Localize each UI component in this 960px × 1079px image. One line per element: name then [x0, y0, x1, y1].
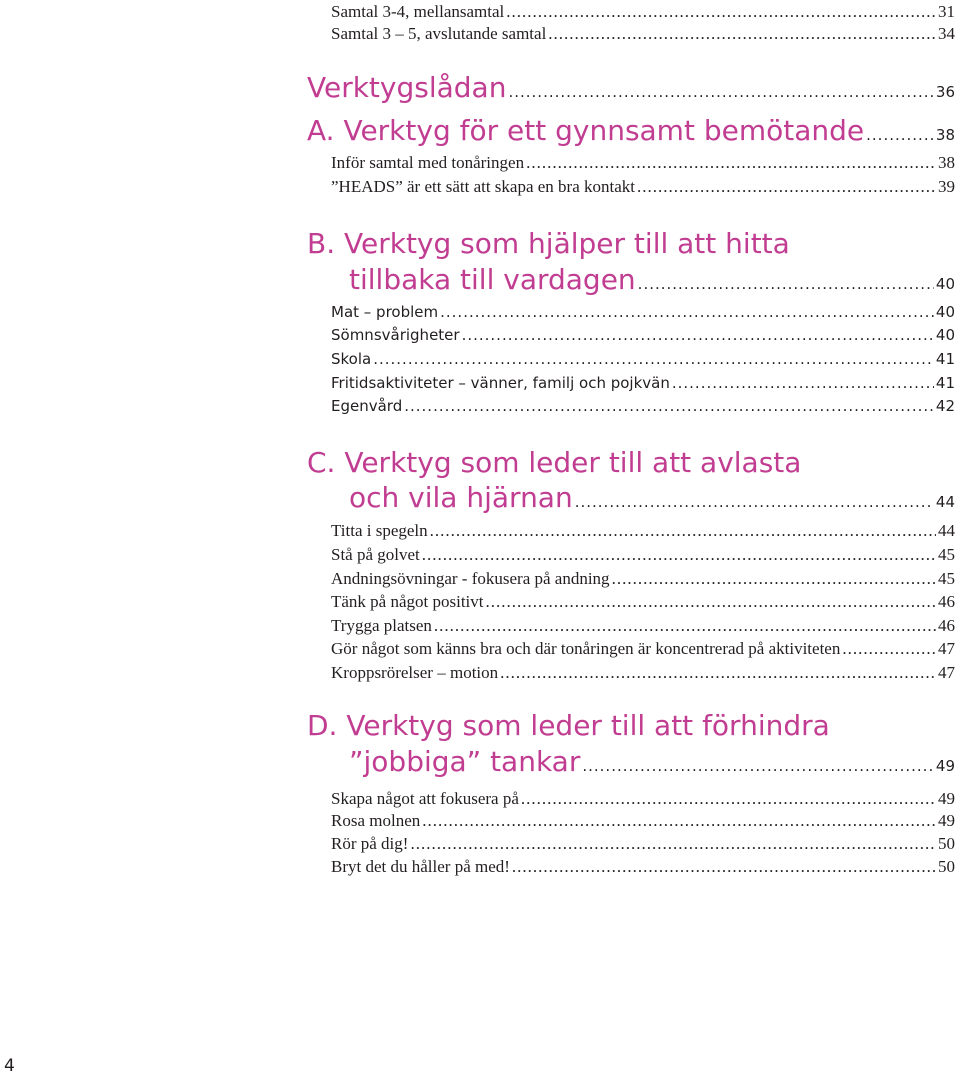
toc-heading-page: 38 — [935, 126, 955, 144]
toc-entry-label: Fritidsaktiviteter – vänner, familj och pojkvän — [331, 374, 670, 392]
dot-leader — [506, 2, 936, 22]
toc-entry-label: Skola — [331, 350, 372, 368]
dot-leader — [422, 545, 936, 565]
dot-leader — [842, 639, 936, 659]
toc-heading-section-a[interactable] — [307, 114, 955, 147]
dot-leader — [462, 326, 934, 344]
toc-entry-label: Trygga platsen — [331, 616, 432, 635]
dot-leader — [637, 177, 936, 197]
toc-heading-label: A. Verktyg för ett gynnsamt bemötande — [307, 114, 865, 147]
page-number: 4 — [4, 1056, 15, 1076]
toc-entry[interactable] — [331, 326, 955, 344]
toc-entry-label: Skapa något att fokusera på — [331, 789, 519, 808]
toc-heading-page: 49 — [935, 757, 955, 775]
toc-entry-label: Samtal 3-4, mellansamtal — [331, 2, 505, 21]
toc-entry-page: 44 — [938, 521, 955, 540]
dot-leader — [404, 397, 934, 415]
dot-leader — [582, 757, 934, 775]
dot-leader — [575, 493, 934, 511]
toc-entry-label: Sömnsvårigheter — [331, 326, 460, 344]
dot-leader — [508, 83, 933, 101]
dot-leader — [638, 275, 934, 293]
toc-entry[interactable] — [331, 397, 955, 415]
toc-entry-label: Samtal 3 – 5, avslutande samtal — [331, 24, 547, 43]
toc-entry-page: 47 — [938, 663, 955, 682]
toc-entry-page: 41 — [935, 350, 955, 368]
dot-leader — [548, 24, 936, 44]
toc-entry-label: Egenvård — [331, 397, 403, 415]
toc-heading-label: tillbaka till vardagen — [349, 263, 636, 296]
dot-leader — [422, 811, 936, 831]
toc-entry-page: 42 — [935, 397, 955, 415]
toc-entry-label: Titta i spegeln — [331, 521, 428, 540]
toc-heading-label: ”jobbiga” tankar — [349, 745, 581, 778]
toc-entry[interactable] — [331, 789, 955, 809]
toc-entry-page: 47 — [938, 639, 955, 658]
toc-entry-label: Inför samtal med tonåringen — [331, 153, 525, 172]
toc-entry-page: 49 — [938, 811, 955, 830]
toc-entry[interactable] — [331, 521, 955, 541]
toc-entry[interactable] — [331, 663, 955, 683]
toc-entry[interactable] — [331, 24, 955, 44]
dot-leader — [486, 592, 936, 612]
toc-entry-page: 34 — [938, 24, 955, 43]
toc-entry-label: Andningsövningar - fokusera på andning — [331, 569, 610, 588]
toc-heading-toolbox[interactable] — [307, 71, 955, 104]
dot-leader — [512, 857, 936, 877]
toc-entry-label: Stå på golvet — [331, 545, 420, 564]
dot-leader — [373, 350, 934, 368]
toc-entry[interactable] — [331, 592, 955, 612]
toc-entry-page: 46 — [938, 616, 955, 635]
toc-entry-label: Rör på dig! — [331, 834, 409, 853]
toc-heading-page: 36 — [935, 83, 955, 101]
toc-entry-label: Kroppsrörelser – motion — [331, 663, 499, 682]
toc-entry-page: 39 — [938, 177, 955, 196]
toc-entry[interactable] — [331, 569, 955, 589]
toc-entry-page: 38 — [938, 153, 955, 172]
toc-heading-label: och vila hjärnan — [349, 481, 573, 514]
toc-entry-page: 40 — [935, 326, 955, 344]
toc-entry[interactable] — [331, 545, 955, 565]
toc-entry[interactable] — [331, 374, 955, 392]
dot-leader — [410, 834, 936, 854]
toc-entry-page: 45 — [938, 545, 955, 564]
toc-heading-page: 44 — [935, 493, 955, 511]
toc-heading-section-d[interactable] — [349, 745, 955, 778]
toc-entry-page: 40 — [935, 303, 955, 321]
toc-heading-page: 40 — [935, 275, 955, 293]
toc-entry[interactable] — [331, 2, 955, 22]
dot-leader — [526, 153, 936, 173]
toc-entry[interactable] — [331, 639, 955, 659]
toc-entry[interactable] — [331, 350, 955, 368]
toc-entry-page: 50 — [938, 834, 955, 853]
toc-entry[interactable] — [331, 616, 955, 636]
dot-leader — [521, 789, 936, 809]
dot-leader — [500, 663, 936, 683]
toc-entry[interactable] — [331, 303, 955, 321]
toc-entry[interactable] — [331, 153, 955, 173]
dot-leader — [672, 374, 934, 392]
toc-entry[interactable] — [331, 857, 955, 877]
dot-leader — [430, 521, 936, 541]
toc-entry[interactable] — [331, 811, 955, 831]
dot-leader — [866, 126, 934, 144]
toc-heading-section-b[interactable] — [349, 263, 955, 296]
toc-entry-page: 46 — [938, 592, 955, 611]
toc-heading-section-c[interactable] — [349, 481, 955, 514]
toc-heading-section-c-line1: C. Verktyg som leder till att avlasta — [307, 446, 802, 479]
dot-leader — [440, 303, 934, 321]
toc-heading-label: Verktygslådan — [307, 71, 507, 104]
toc-entry[interactable] — [331, 834, 955, 854]
toc-entry-label: Rosa molnen — [331, 811, 421, 830]
toc-entry-label: Bryt det du håller på med! — [331, 857, 510, 876]
dot-leader — [434, 616, 936, 636]
toc-entry-page: 31 — [938, 2, 955, 21]
toc-entry-label: Tänk på något positivt — [331, 592, 484, 611]
toc-entry-page: 50 — [938, 857, 955, 876]
toc-entry-page: 49 — [938, 789, 955, 808]
toc-entry-page: 41 — [935, 374, 955, 392]
toc-entry-label: Mat – problem — [331, 303, 439, 321]
toc-entry-page: 45 — [938, 569, 955, 588]
dot-leader — [612, 569, 936, 589]
toc-heading-section-d-line1: D. Verktyg som leder till att förhindra — [307, 709, 830, 742]
toc-entry-label: Gör något som känns bra och där tonåringen är koncentrerad på aktiviteten — [331, 639, 841, 658]
toc-heading-section-b-line1: B. Verktyg som hjälper till att hitta — [307, 227, 790, 260]
toc-entry[interactable] — [331, 177, 955, 197]
toc-entry-label: ”HEADS” är ett sätt att skapa en bra kontakt — [331, 177, 636, 196]
